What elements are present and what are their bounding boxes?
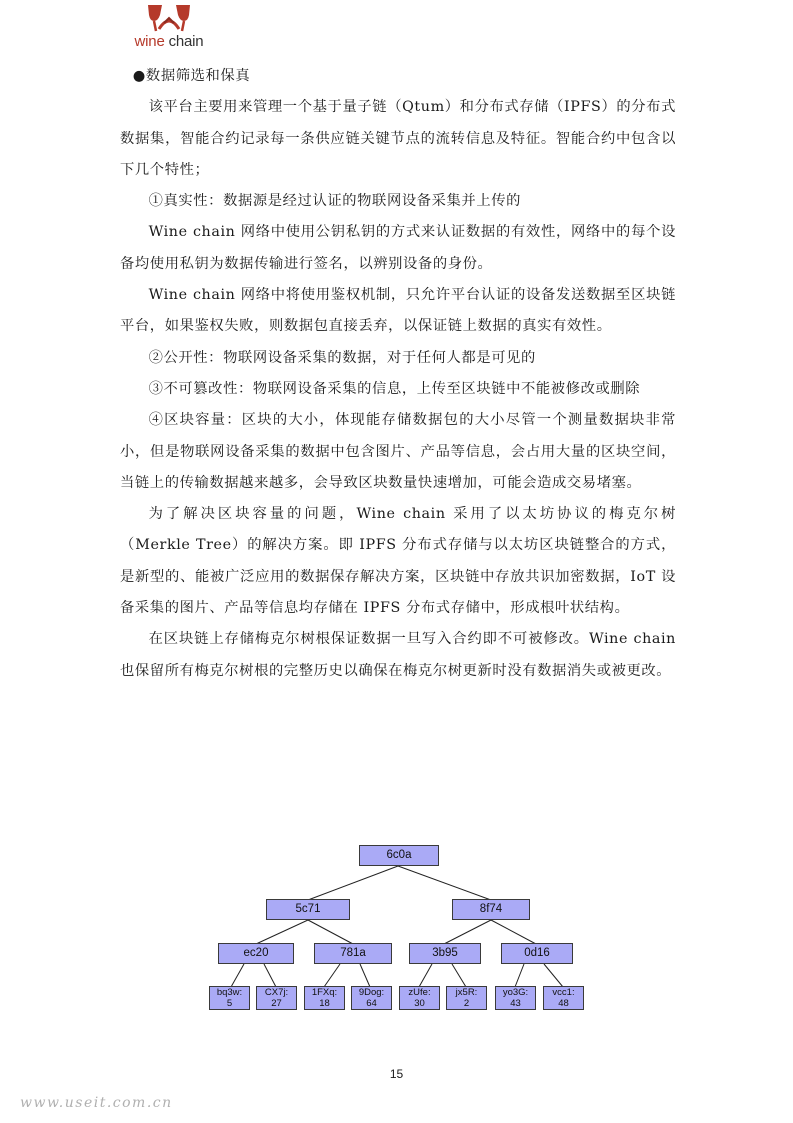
merkle-leaf [304,986,345,1010]
merkle-node: ec20 [218,943,294,964]
merkle-root-node: 6c0a [359,845,439,866]
merkle-leaf [209,986,250,1010]
merkle-node: 5c71 [266,899,350,920]
paragraph: ④区块容量：区块的大小，体现能存储数据包的大小尽管一个测量数据块非常小，但是物联网设备采集的数据中包含图片、产品等信息，会占用大量的区块空间，当链上的传输数据越来越多，会导致区块数量快速增加，可能会造成交易堵塞。 [120,412,676,491]
merkle-leaf [351,986,392,1010]
leaf-value: 48 [558,997,569,1009]
section-heading: ●数据筛选和保真 [132,68,251,84]
document-body [120,61,676,687]
paragraph: 为了解决区块容量的问题，Wine chain 采用了以太坊协议的梅克尔树（Merkle Tree）的解决方案。即 IPFS 分布式存储与以太坊区块链整合的方式，是新型的、能被广泛应用的数据保存解决方案，区块链中存放共识加密数据，IoT 设备采集的图片、产品等信息均存储在 IPFS 分布式存储中，形成根叶状结构。 [120,506,676,617]
leaf-value: 43 [510,997,521,1009]
leaf-key: vcc1: [552,987,575,998]
paragraph: ②公开性：物联网设备采集的数据，对于任何人都是可见的 [148,349,536,366]
leaf-value: 64 [366,997,377,1009]
merkle-leaf [543,986,584,1010]
logo-text [124,33,214,50]
leaf-key: jx5R: [455,987,478,998]
paragraph: 该平台主要用来管理一个基于量子链（Qtum）和分布式存储（IPFS）的分布式数据集，智能合约记录每一条供应链关键节点的流转信息及特征。智能合约中包含以下几个特性； [120,99,676,178]
leaf-key: 1FXq: [311,987,338,998]
merkle-node: 3b95 [409,943,481,964]
merkle-leaf [495,986,536,1010]
leaf-key: zUfe: [408,987,431,998]
paragraph: 在区块链上存储梅克尔树根保证数据一旦写入合约即不可被修改。Wine chain 也保留所有梅克尔树根的完整历史以确保在梅克尔树更新时没有数据消失或被更改。 [120,631,676,679]
leaf-value: 2 [463,997,470,1009]
merkle-node: 781a [314,943,392,964]
leaf-value: 18 [319,997,330,1009]
logo-text-chain: chain [164,33,204,50]
paragraph: Wine chain 网络中使用公钥私钥的方式来认证数据的有效性，网络中的每个设备均使用私钥为数据传输进行签名，以辨别设备的身份。 [120,224,676,272]
paragraph: ①真实性：数据源是经过认证的物联网设备采集并上传的 [148,193,522,210]
leaf-key: CX7j: [264,987,289,998]
paragraph: ③不可篡改性：物联网设备采集的信息，上传至区块链中不能被修改或删除 [148,380,641,397]
leaf-key: bq3w: [216,987,243,998]
leaf-value: 27 [271,997,282,1009]
leaf-value: 30 [414,997,425,1009]
merkle-leaf [399,986,440,1010]
leaf-value: 5 [226,997,233,1009]
leaf-key: 9Dog: [358,987,385,998]
merkle-node: 0d16 [501,943,573,964]
merkle-node: 8f74 [452,899,530,920]
clinking-glasses-icon [142,3,196,33]
merkle-leaf [256,986,297,1010]
merkle-tree-diagram [200,840,595,1020]
paragraph: Wine chain 网络中将使用鉴权机制，只允许平台认证的设备发送数据至区块链平台，如果鉴权失败，则数据包直接丢弃，以保证链上数据的真实有效性。 [120,287,676,335]
page-number: 15 [389,1067,404,1081]
wine-chain-logo [124,3,214,49]
merkle-leaf [446,986,487,1010]
leaf-key: yo3G: [502,987,529,998]
watermark: www.useit.com.cn [20,1095,173,1111]
logo-text-wine: wine [134,33,165,50]
